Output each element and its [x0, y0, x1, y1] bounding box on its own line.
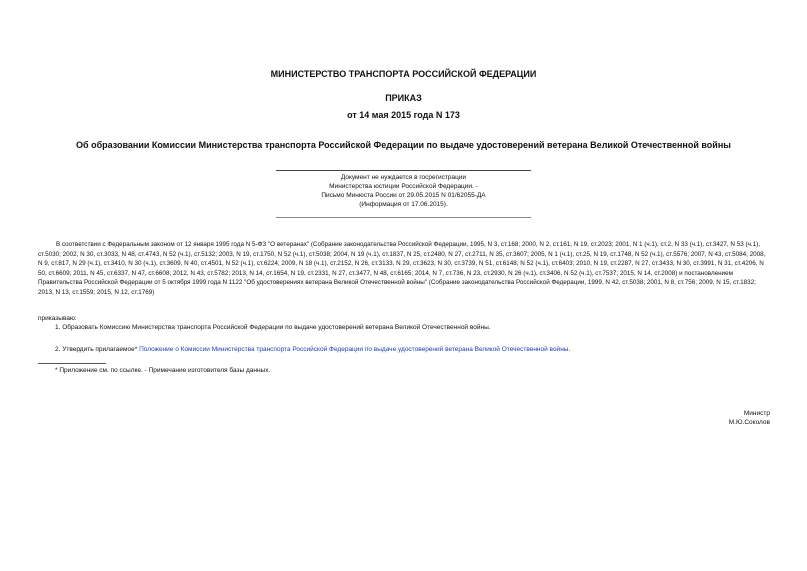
signatory-name: М.Ю.Соколов [728, 419, 770, 426]
registration-note [276, 170, 531, 218]
preamble-paragraph: В соответствии с Федеральным законом от 12 января 1995 года N 5-ФЗ "О ветеранах" (Собрание законодательства Российской Федерации, 1995, N 3, ст.168; 2000, N 2, ст.161, N 19, ст.2023; 2001, N 1 (ч.1), ст.2, N 33 (ч.1), ст.3427, N 53 (ч.1), ст.5030; 2002, N 30, ст.3033, N 48, ст.4743, N 52 (ч.1), ст.5132; 2003, N 19, ст.1750, N 52 (ч.1), ст.5038; 2004, N 19 (ч.1), ст.1837, N 25, ст.2480, N 27, ст.2711, N 35, ст.3607; 2005, N 1 (ч.1), ст.25, N 19, ст.1748, N 52 (ч.1), ст.5576; 2007, N 43, ст.5084; 2008, N 9, ст.817, N 29 (ч.1), ст.3410, N 30 (ч.1), ст.3609, N 40, ст.4501, N 52 (ч.1), ст.6224; 2009, N 18 (ч.1), ст.2152, N 26, ст.3133, N 29, ст.3623, N 30, ст.3739, N 51, ст.6148, N 52 (ч.1), ст.6403; 2010, N 19, ст.2287, N 27, ст.3433, N 30, ст.3991, N 31, ст.4206, N 50, ст.6609; 2011, N 45, ст.6337, N 47, ст.6608; 2012, N 43, ст.5782; 2013, N 14, ст.1654, N 19, ст.2331, N 27, ст.3477, N 48, ст.6165; 2014, N 7, ст.736, N 23, ст.2930, N 26 (ч.1), ст.3406, N 52 (ч.1), ст.7537; 2015, N 14, ст.2008) и постановлением Правительства Российской Федерации от 5 октября 1999 года N 1122 "Об удостоверениях ветерана Великой Отечественной войны" (Собрание законодательства Российской Федерации, 1999, N 42, ст.5038; 2001, N 8, ст.756; 2009, N 15, ст.1832; 2013, N 13, ст.1559; 2015, N 12, ст.1769) [38, 241, 766, 296]
registration-note-line: (Информация от 17.06.2015). [359, 201, 448, 208]
order-item-2-prefix: 2. Утвердить прилагаемое* [55, 346, 140, 353]
date-number-heading: от 14 мая 2015 года N 173 [347, 110, 460, 120]
footnote-divider [38, 363, 106, 364]
order-item-1: 1. Образовать Комиссию Министерства транспорта Российской Федерации по выдаче удостоверений ветерана Великой Отечественной войны. [55, 324, 491, 331]
footnote: * Приложение см. по ссылке. - Примечание изготовителя базы данных. [55, 367, 271, 374]
orders-word: приказываю: [38, 315, 77, 322]
signatory-title: Министр [743, 410, 770, 417]
registration-note-line: Письмо Минюста России от 29.05.2015 N 01/62055-ДА [321, 192, 486, 199]
registration-note-line: Документ не нуждается в госрегистрации [340, 174, 467, 181]
regulation-link[interactable]: Положение о Комиссии Министерства транспорта Российской Федерации по выдаче удостоверений ветерана Великой Отечественной войны [139, 346, 569, 353]
document-title: Об образовании Комиссии Министерства транспорта Российской Федерации по выдаче удостоверений ветерана Великой Отечественной войны [76, 140, 731, 150]
document-type-heading: ПРИКАЗ [385, 93, 422, 103]
registration-note-line: Министерства юстиции Российской Федерации. - [329, 183, 478, 190]
order-item-2 [55, 345, 570, 354]
ministry-heading: МИНИСТЕРСТВО ТРАНСПОРТА РОССИЙСКОЙ ФЕДЕРАЦИИ [270, 69, 537, 79]
order-item-2-suffix: . [568, 346, 571, 353]
